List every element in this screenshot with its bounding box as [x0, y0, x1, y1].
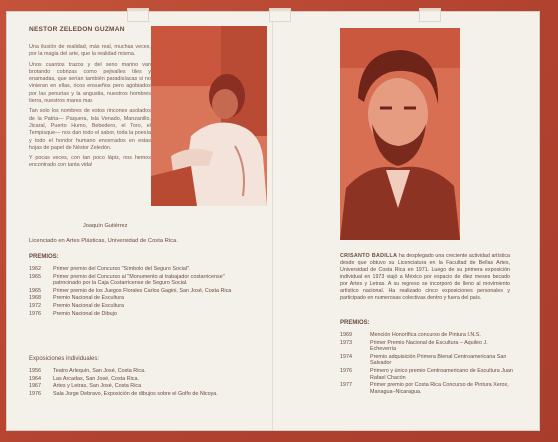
- exhibition-sheet: [7, 12, 539, 430]
- award-year: 1974: [340, 353, 352, 360]
- portrait-photo-left: [151, 26, 267, 206]
- list-item: [29, 368, 239, 375]
- list-item: [340, 340, 515, 353]
- award-text: Primer Premio Nacional de Escultura – Aquileo J. Echeverría: [370, 339, 488, 353]
- award-year: 1962: [29, 266, 41, 272]
- award-year: 1965: [29, 273, 41, 280]
- list-item: [29, 311, 239, 318]
- expo-text: Teatro Arlequín, San José, Costa Rica.: [53, 368, 146, 374]
- list-item: [340, 382, 515, 395]
- award-year: 1973: [340, 339, 352, 346]
- list-item: [29, 274, 239, 287]
- premios-heading-right: PREMIOS:: [340, 320, 370, 326]
- award-text: Mención Honorífica concurso de Pintura I.N.S.: [370, 332, 481, 338]
- award-text: Premio Nacional de Escultura: [53, 295, 125, 302]
- award-year: 1976: [340, 367, 352, 374]
- award-text: Primer premio de los Juegos Florales Carlos Gagini, San José, Costa Rica: [53, 287, 232, 294]
- poem-signature: Joaquín Gutiérrez: [83, 223, 128, 229]
- bio-text: ha desplegado una creciente actividad artística desde que obtuvo su Licenciatura en la Facultad de Bellas Artes, Universidad de Costa Rica en 1971. Luego de su primera exposición individual en 1973 viajó a México por espacio de diez meses becado por Artes y Letras. A su regreso se incorporó de lleno al movimiento artístico nacional. Ha realizado cinco exposiciones personales y participado en numerosas colectivas dentro y fuera del país.: [340, 253, 510, 301]
- list-item: [340, 368, 515, 381]
- award-text: Premio adquisición Primera Bienal Centroamericana San Salvador: [370, 353, 507, 367]
- list-item: [340, 354, 515, 367]
- award-year: 1972: [29, 302, 41, 309]
- degree-text: Licenciado en Artes Plásticas, Universidad de Costa Rica.: [29, 238, 178, 244]
- list-item: [29, 383, 239, 390]
- list-item: [29, 266, 239, 273]
- expo-text: Las Arcadas, San José, Costa Rica.: [53, 375, 139, 382]
- award-year: 1968: [29, 295, 41, 302]
- tape-strip: [269, 8, 291, 22]
- premios-list-right: [340, 332, 515, 396]
- expo-text: Artes y Letras, San José, Costa Rica: [53, 383, 142, 390]
- list-item: [29, 288, 239, 295]
- expo-year: 1964: [29, 375, 41, 382]
- expo-year: 1967: [29, 383, 41, 390]
- list-item: [29, 303, 239, 310]
- expo-text: Sala Jorge Debravo, Exposición de dibujos sobre el Golfo de Nicoya.: [53, 390, 218, 397]
- award-text: Primer premio del Concurso al "Monumento al trabajador costarricense" patrocinado por la Caja Costarricense de Seguro Social.: [53, 273, 225, 287]
- award-text: Primero y único premio Centroamericano de Escultura Juan Rafael Chacón: [370, 367, 513, 381]
- award-year: 1977: [340, 382, 352, 389]
- list-item: [340, 332, 515, 339]
- list-item: [29, 376, 239, 383]
- expo-heading: Exposiciones individuales:: [29, 356, 100, 362]
- award-text: Primer premio por Costa Rica Concurso de Pintura Xerox, Managua–Nicaragua.: [370, 382, 509, 395]
- artist-name-right: CRISANTO BADILLA: [340, 253, 398, 259]
- tape-strip: [419, 8, 441, 22]
- award-text: Premio Nacional de Escultura: [53, 302, 125, 309]
- list-item: [29, 391, 239, 398]
- award-year: 1969: [340, 332, 352, 338]
- premios-heading-left: PREMIOS:: [29, 254, 59, 260]
- center-fold: [272, 12, 273, 430]
- poem-text: [29, 44, 151, 173]
- poem-paragraph: Unos cuantos trazos y del seno marino van brotando cobrizas como pejivalles tiles y enamadas, que serían también paradisíacas si no vinieran en ellas, ricos ensueños pero agobiados por las penurias y la angustia, nuestros hombres tierra, nuestros mares mar.: [29, 61, 151, 105]
- bio-paragraph: [340, 253, 510, 302]
- tape-strip: [127, 8, 149, 22]
- portrait-photo-right: [340, 28, 460, 240]
- expo-list: [29, 368, 239, 398]
- award-year: 1965: [29, 287, 41, 294]
- award-year: 1976: [29, 310, 41, 317]
- list-item: [29, 295, 239, 302]
- premios-list-left: [29, 266, 239, 318]
- expo-year: 1956: [29, 368, 41, 374]
- award-text: Primer premio del Concurso "Símbolo del Seguro Social".: [53, 266, 191, 272]
- poem-paragraph: Y pocas veces, con tan poco lápiz, nos hemos encontrado con tanta vida!: [29, 155, 151, 169]
- expo-year: 1976: [29, 390, 41, 397]
- artist-name-left: NESTOR ZELEDON GUZMAN: [29, 26, 125, 33]
- award-text: Premio Nacional de Dibujo: [53, 310, 117, 317]
- poem-paragraph: Tan solo los nombres de estos rincones asolados de la Patria— Paquera, Isla Venado, Manzanillo, Jicaral, Puerto Humo, Bebedero, el Toro, el Tempisque— nos dan todo el sabor, toda la poesía y todo el hondor humano encerrados en estas hojas de papel de Néstor Zeledón.: [29, 108, 151, 151]
- poem-paragraph: Una ilusión de realidad, más real, muchas veces, por la magia del arte, que la realidad misma.: [29, 44, 151, 58]
